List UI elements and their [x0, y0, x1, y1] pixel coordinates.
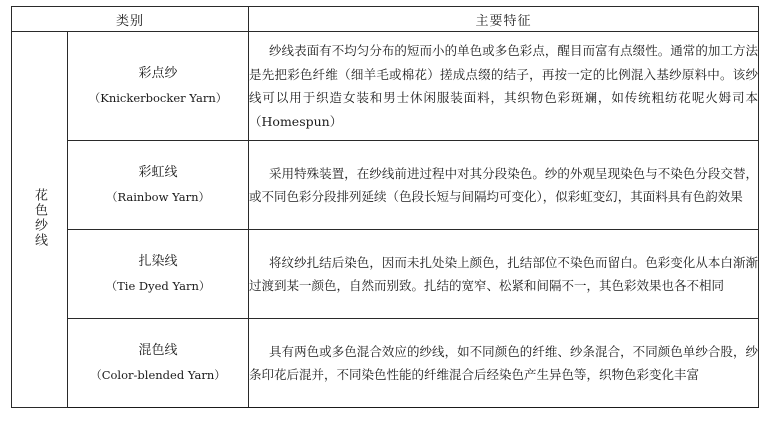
yarn-description: 纱线表面有不均匀分布的短而小的单色或多色彩点，醒目而富有点缀性。通常的加工方法是先把彩色纤维（细羊毛或棉花）搓成点缀的结子，再按一定的比例混入基纱原料中。该纱线可以用于织造女装和男士休闲服装面料，其织物色彩斑斓，如传统粗纺花呢火姆司本（Homespun）: [249, 32, 759, 141]
yarn-name-cn: 扎染线: [138, 254, 178, 269]
yarn-name-en: （Tie Dyed Yarn）: [105, 279, 211, 293]
yarn-name-en: （Knickerbocker Yarn）: [88, 91, 228, 105]
header-features: 主要特征: [249, 7, 759, 32]
yarn-name-cell: [68, 32, 249, 141]
yarn-feature-table: [11, 6, 759, 408]
yarn-description: 采用特殊装置，在纱线前进过程中对其分段染色。纱的外观呈现染色与不染色分段交替，或不同色彩分段排列延续（色段长短与间隔均可变化），似彩虹变幻，其面料具有色韵效果: [249, 141, 759, 230]
yarn-name-cn: 彩虹线: [138, 165, 178, 180]
table-row: [12, 319, 759, 408]
table-row: [12, 141, 759, 230]
table-row: [12, 230, 759, 319]
yarn-description: 具有两色或多色混合效应的纱线，如不同颜色的纤维、纱条混合，不同颜色单纱合股，纱条印花后混并，不同染色性能的纤维混合后经染色产生异色等，织物色彩变化丰富: [249, 319, 759, 408]
header-category: 类别: [12, 7, 249, 32]
yarn-description: 将纹纱扎结后染色，因而未扎处染上颜色，扎结部位不染色而留白。色彩变化从本白渐渐过渡到某一颜色，自然而别致。扎结的宽窄、松紧和间隔不一，其色彩效果也各不相同: [249, 230, 759, 319]
yarn-name-cell: [68, 319, 249, 408]
yarn-name-cn: 混色线: [138, 343, 178, 358]
yarn-name-cn: 彩点纱: [138, 66, 178, 81]
group-cell: [12, 32, 68, 408]
yarn-name-cell: [68, 230, 249, 319]
yarn-name-cell: [68, 141, 249, 230]
yarn-name-en: （Color-blended Yarn）: [90, 368, 226, 382]
table-header-row: [12, 7, 759, 32]
group-label: 花色纱线: [32, 187, 47, 248]
yarn-name-en: （Rainbow Yarn）: [105, 190, 211, 204]
table-row: [12, 32, 759, 141]
